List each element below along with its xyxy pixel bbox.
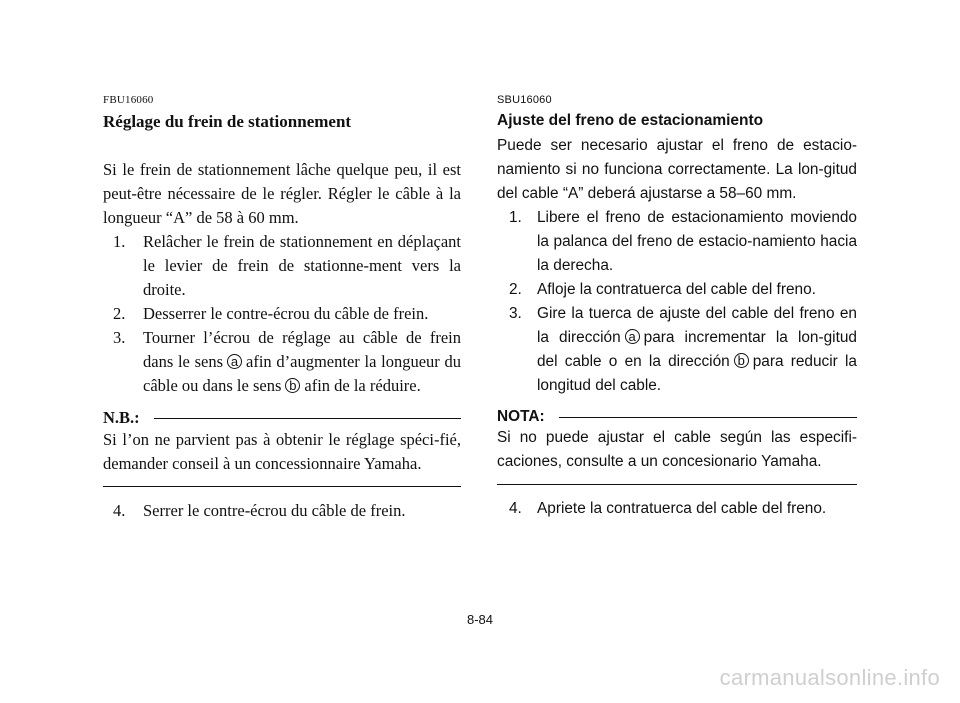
step-number: 1. — [113, 232, 126, 251]
section-code: SBU16060 — [497, 94, 552, 106]
steps-list-continued — [497, 497, 857, 521]
circled-a-marker: a — [227, 354, 242, 369]
step-text: Desserrer le contre-écrou du câble de frein. — [143, 304, 429, 323]
note-end-rule — [497, 484, 857, 485]
watermark: carmanualsonline.info — [719, 665, 940, 690]
step-item — [497, 302, 857, 398]
step-text-pre: Tourner l’écrou de réglage au câble de frein dans le sens — [143, 328, 461, 371]
step-text: Libere el freno de estacionamiento moviendo la palanca del freno de estacio-namiento hacia la derecha. — [537, 209, 857, 274]
step-item — [103, 230, 461, 302]
step-text-pre: Gire la tuerca de ajuste del cable del freno en la dirección — [537, 305, 857, 346]
steps-list — [497, 206, 857, 398]
step-item — [497, 497, 857, 521]
step-item — [103, 326, 461, 398]
note-end-rule — [103, 486, 461, 487]
note-text: Si l’on ne parvient pas à obtenir le réglage spéci-fié, demander conseil à un concessionnaire Yamaha. — [103, 430, 461, 473]
step-text: Afloje la contratuerca del cable del freno. — [537, 281, 816, 298]
step-number: 2. — [509, 281, 522, 298]
french-column — [103, 94, 461, 523]
note-label: NOTA: — [497, 408, 545, 425]
step-item — [497, 206, 857, 278]
step-text: Serrer le contre-écrou du câble de frein. — [143, 501, 406, 520]
note-label: N.B.: — [103, 408, 140, 427]
step-number: 4. — [509, 500, 522, 517]
circled-a-marker: a — [625, 329, 640, 344]
step-number: 3. — [113, 328, 126, 347]
intro-paragraph: Puede ser necesario ajustar el freno de estacio-namiento si no funciona correctamente. La lon-gitud del cable “A” deberá ajustarse a 58–60 mm. — [497, 137, 857, 202]
step-text-mid: para incrementar la lon-gitud del cable o en la dirección — [537, 329, 857, 370]
step-number: 4. — [113, 501, 126, 520]
circled-b-marker: b — [734, 353, 749, 368]
section-code: FBU16060 — [103, 94, 154, 106]
note-rule — [154, 418, 461, 419]
note-rule — [559, 417, 857, 418]
step-item — [497, 278, 857, 302]
step-number: 3. — [509, 305, 522, 322]
step-item — [103, 499, 461, 523]
step-text-post: afin de la réduire. — [304, 376, 421, 395]
spanish-column — [497, 94, 857, 521]
step-number: 1. — [509, 209, 522, 226]
step-text: Apriete la contratuerca del cable del freno. — [537, 500, 827, 517]
step-text: Relâcher le frein de stationnement en déplaçant le levier de frein de stationne-ment vers la droite. — [143, 232, 461, 299]
note-header — [103, 408, 461, 428]
steps-list — [103, 230, 461, 398]
section-title: Ajuste del freno de estacionamiento — [497, 112, 764, 129]
step-number: 2. — [113, 304, 126, 323]
steps-list-continued — [103, 499, 461, 523]
note-header — [497, 408, 857, 426]
step-text-mid: afin d’augmenter la longueur du câble ou dans le sens — [143, 352, 461, 395]
circled-b-marker: b — [285, 378, 300, 393]
step-item — [103, 302, 461, 326]
section-title: Réglage du frein de stationnement — [103, 112, 352, 131]
intro-paragraph: Si le frein de stationnement lâche quelque peu, il est peut-être nécessaire de le régler. Régler le câble à la longueur “A” de 58 à 60 mm. — [103, 160, 461, 227]
page-number: 8-84 — [466, 612, 494, 627]
step-text-post: para reducir la longitud del cable. — [537, 353, 857, 394]
note-text: Si no puede ajustar el cable según las especifi-caciones, consulte a un concesionario Yamaha. — [497, 429, 857, 470]
